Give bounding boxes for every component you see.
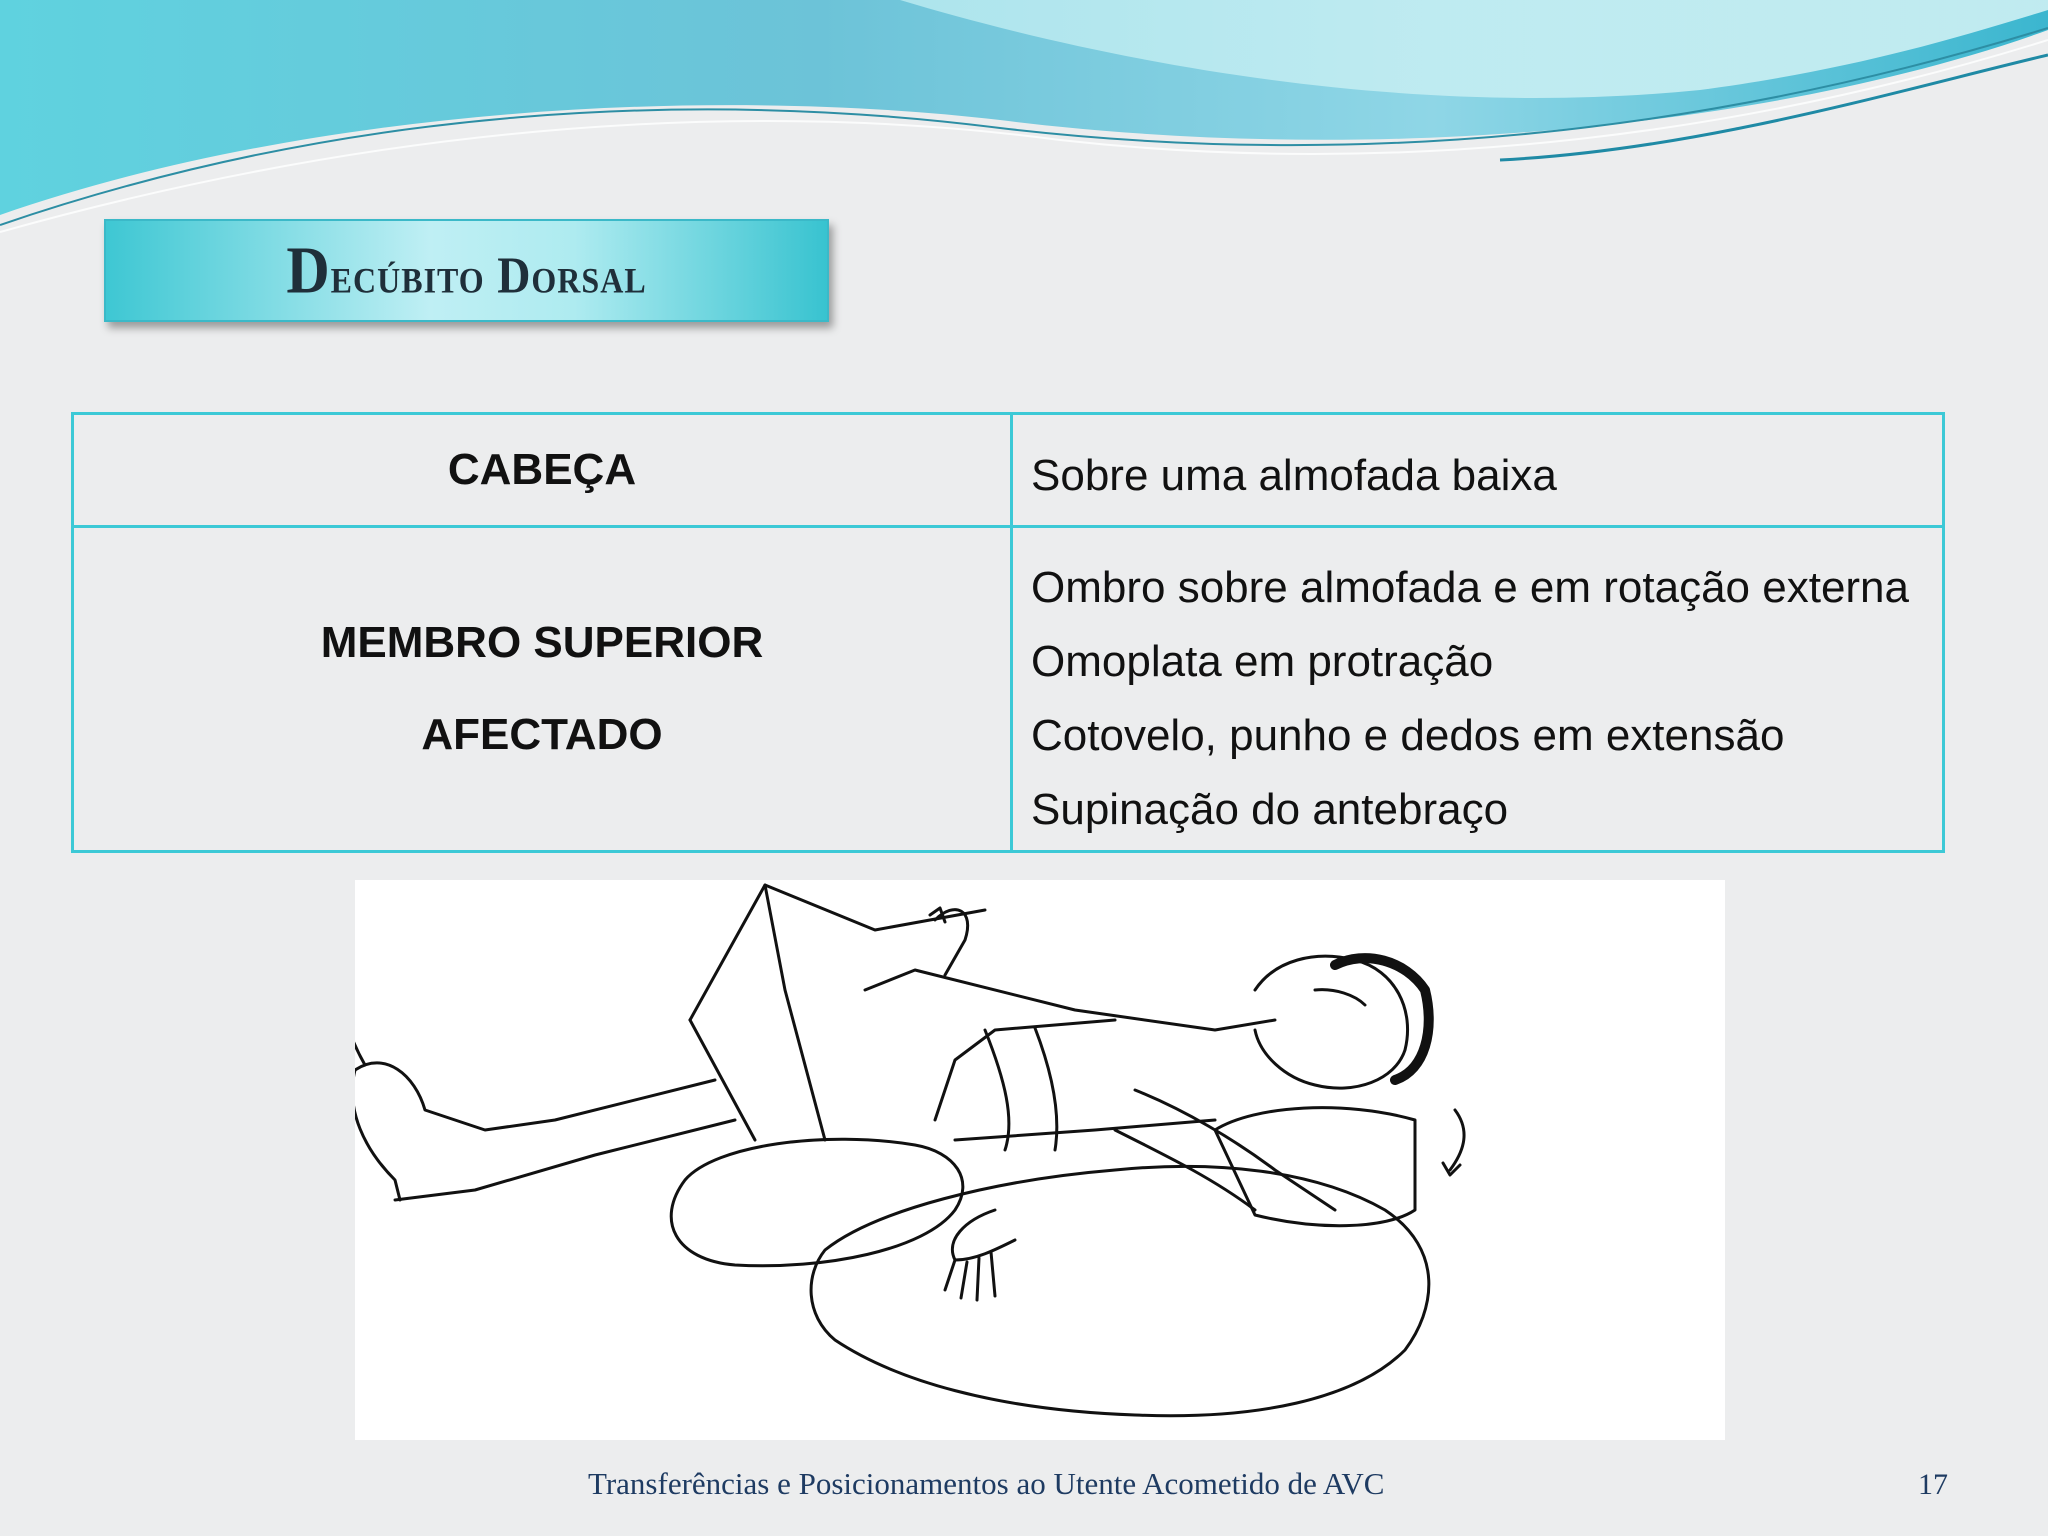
slide-title-box bbox=[104, 219, 829, 322]
row-label-line: CABEÇA bbox=[447, 445, 637, 494]
row-label-line: MEMBRO SUPERIOR bbox=[320, 618, 764, 667]
row-label bbox=[73, 527, 1012, 852]
supine-positioning-illustration bbox=[355, 880, 1725, 1440]
table-row bbox=[73, 527, 1944, 852]
row-value-line: Ombro sobre almofada e em rotação externa bbox=[1031, 562, 1910, 612]
row-label-line: AFECTADO bbox=[421, 710, 663, 759]
page-number: 17 bbox=[1918, 1468, 1948, 1501]
row-values bbox=[1012, 414, 1944, 527]
row-values bbox=[1012, 527, 1944, 852]
header-wave-decoration bbox=[0, 0, 2048, 240]
table-row bbox=[73, 414, 1944, 527]
row-value-line: Cotovelo, punho e dedos em extensão bbox=[1031, 710, 1785, 760]
footer-caption: Transferências e Posicionamentos ao Utente Acometido de AVC bbox=[588, 1466, 1385, 1501]
row-value-line: Sobre uma almofada baixa bbox=[1031, 450, 1557, 500]
slide-title: Decúbito Dorsal bbox=[286, 232, 647, 307]
row-label bbox=[73, 414, 1012, 527]
row-value-line: Supinação do antebraço bbox=[1031, 784, 1509, 834]
positioning-table bbox=[71, 412, 1945, 853]
row-value-line: Omoplata em protração bbox=[1031, 636, 1494, 686]
